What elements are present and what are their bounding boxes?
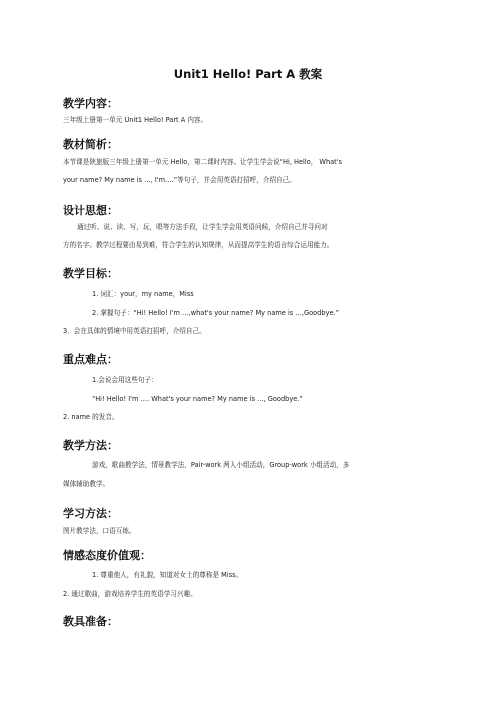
- key-point-item-2: “Hi! Hello! I'm …. What's your name? My name is …, Goodbye.”: [92, 395, 303, 403]
- key-point-item-1: 1.会说会用这些句子：: [92, 376, 158, 384]
- heading-teaching-content: 教学内容：: [63, 97, 118, 110]
- heading-emotional-values: 情感态度价值观：: [63, 549, 151, 562]
- learning-methods-text: 图片教学法，口语互练。: [63, 527, 136, 535]
- heading-key-points: 重点难点：: [63, 353, 118, 366]
- material-analysis-line-2: your name? My name is …, I'm….”等句子，并会用英语打招呼，介绍自己。: [63, 176, 296, 184]
- teaching-methods-line-1: 游戏，歌曲教学法，情景教学法，Pair-work 两人小组活动，Group-work 小组活动，多: [92, 461, 350, 469]
- material-analysis-line-1: 本节课是陕旅版三年级上册第一单元 Hello，第二课时内容。让学生学会说“Hi, Hello， What's: [63, 158, 342, 166]
- heading-learning-methods: 学习方法：: [63, 507, 118, 520]
- heading-material-analysis: 教材简析：: [63, 138, 118, 151]
- design-idea-line-2: 方的名字。教学过程要由易到难，符合学生的认知规律，从而提高学生的语言综合运用能力。: [63, 241, 334, 249]
- design-idea-line-1: 通过听、说、读、写，玩，唱等方法手段，让学生学会用英语问候，介绍自己并寻问对: [77, 223, 328, 231]
- heading-teaching-aids: 教具准备：: [63, 615, 118, 628]
- teaching-content-text: 三年级上册第一单元 Unit1 Hello! Part A 内容。: [63, 116, 208, 124]
- document-title: Unit1 Hello! Part A 教案: [173, 67, 323, 81]
- key-point-item-3: 2. name 的发音。: [63, 413, 119, 421]
- goal-item-1: 1. 词汇：your，my name，Miss: [92, 290, 194, 298]
- goal-item-2: 2. 掌握句子：“Hi! Hello! I'm …,what's your name? My name is …,Goodbye.”: [92, 309, 340, 317]
- teaching-methods-line-2: 媒体辅助教学。: [63, 480, 110, 488]
- values-item-1: 1. 尊重他人，有礼貌，知道对女士的尊称是 Miss。: [92, 571, 243, 579]
- heading-teaching-methods: 教学方法：: [63, 439, 118, 452]
- heading-teaching-goals: 教学目标：: [63, 267, 118, 280]
- goal-item-3: 3．会在具体的情境中用英语打招呼，介绍自己。: [63, 327, 206, 335]
- heading-design-idea: 设计思想：: [63, 204, 118, 217]
- values-item-2: 2. 通过歌曲，游戏培养学生的英语学习兴趣。: [63, 590, 197, 598]
